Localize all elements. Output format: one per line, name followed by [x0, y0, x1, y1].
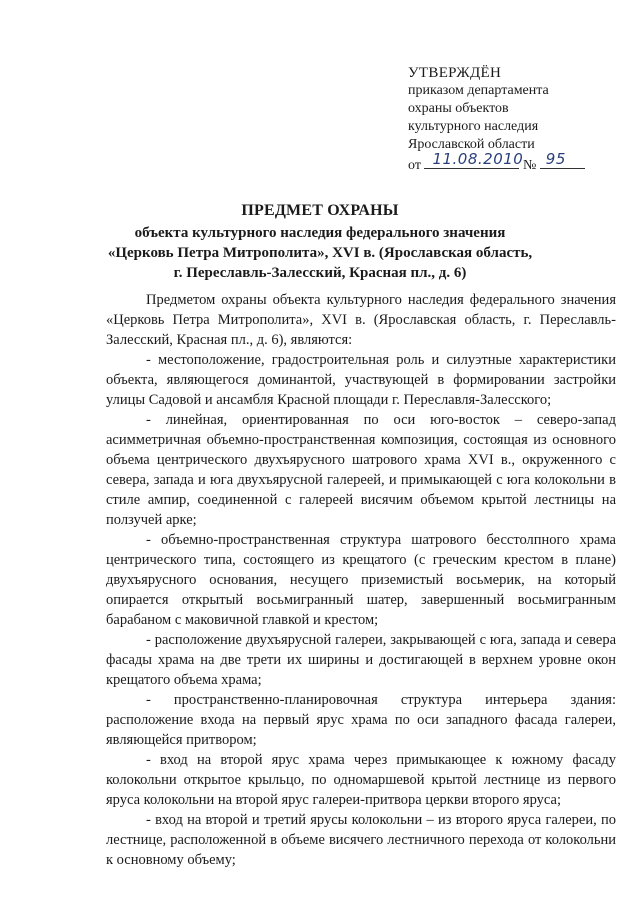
list-item: - вход на второй и третий ярусы колокольни – из второго яруса галереи, по лестнице, расположенной в объеме висячего лестничного перехода от колокольни к основному объему; — [106, 812, 616, 868]
document-heading — [90, 201, 550, 283]
list-item: - местоположение, градостроительная роль и силуэтные характеристики объекта, являющегося доминантой, участвующей в формировании застройки улицы Садовой и ансамбля Красной площади г. Переславля-Залесского; — [106, 352, 616, 408]
number-field — [540, 150, 585, 169]
approval-title: УТВЕРЖДЁН — [408, 65, 502, 81]
list-item: - вход на второй ярус храма через примыкающее к южному фасаду колокольни открытое крыльцо, по одномаршевой крытой лестнице из первого яруса колокольни на второй ярус галереи-притвора церкви второго яруса; — [106, 752, 616, 808]
number-label: № — [522, 158, 537, 173]
list-item: - пространственно-планировочная структура интерьера здания: расположение входа на первый ярус храма по оси западного фасада галереи, являющейся притвором; — [106, 692, 616, 748]
list-item: - расположение двухъярусной галереи, закрывающей с юга, запада и севера фасады храма на две трети их ширины и достигающей в верхнем уровне окон крещатого объема храма; — [106, 632, 616, 688]
date-field — [424, 150, 524, 169]
heading-line: объекта культурного наследия федерального значения — [134, 225, 506, 241]
handwritten-date: 11.08.2010 — [432, 150, 524, 168]
handwritten-number: 95 — [545, 150, 566, 168]
approval-line: приказом департамента — [408, 83, 549, 98]
document-title: ПРЕДМЕТ ОХРАНЫ — [241, 202, 399, 219]
document-body — [106, 290, 616, 870]
approval-line: Ярославской области — [408, 137, 535, 152]
list-item: - объемно-пространственная структура шатрового бесстолпного храма центрического типа, состоящего из крещатого (с греческим крестом в плане) двухъярусного основания, несущего приземистый восьмерик, на который опирается открытый восьмигранный шатер, завершенный восьмигранным барабаном с маковичной главкой и крестом; — [106, 532, 616, 628]
approval-block — [408, 64, 623, 175]
approval-line: культурного наследия — [408, 119, 539, 134]
intro-paragraph: Предметом охраны объекта культурного наследия федерального значения «Церковь Петра Митрополита», XVI в. (Ярославская область, г. Переславль-Залесский, Красная пл., д. 6), являются: — [106, 292, 616, 348]
heading-line: «Церковь Петра Митрополита», XVI в. (Ярославская область, — [107, 245, 533, 261]
from-label: от — [408, 158, 421, 173]
approval-date-number-line — [408, 150, 623, 175]
list-item: - линейная, ориентированная по оси юго-восток – северо-запад асимметричная объемно-пространственная композиция, состоящая из основного объема центрического двухъярусного шатрового храма XVI в., окруженного с севера, запада и юга двухъярусной галереей, и примыкающей с юга колокольни в стиле ампир, соединенной с галереей висячим объемом крытой лестницы на ползучей арке; — [106, 412, 616, 528]
heading-line: г. Переславль-Залесский, Красная пл., д. 6) — [173, 265, 467, 281]
approval-line: охраны объектов — [408, 101, 509, 116]
